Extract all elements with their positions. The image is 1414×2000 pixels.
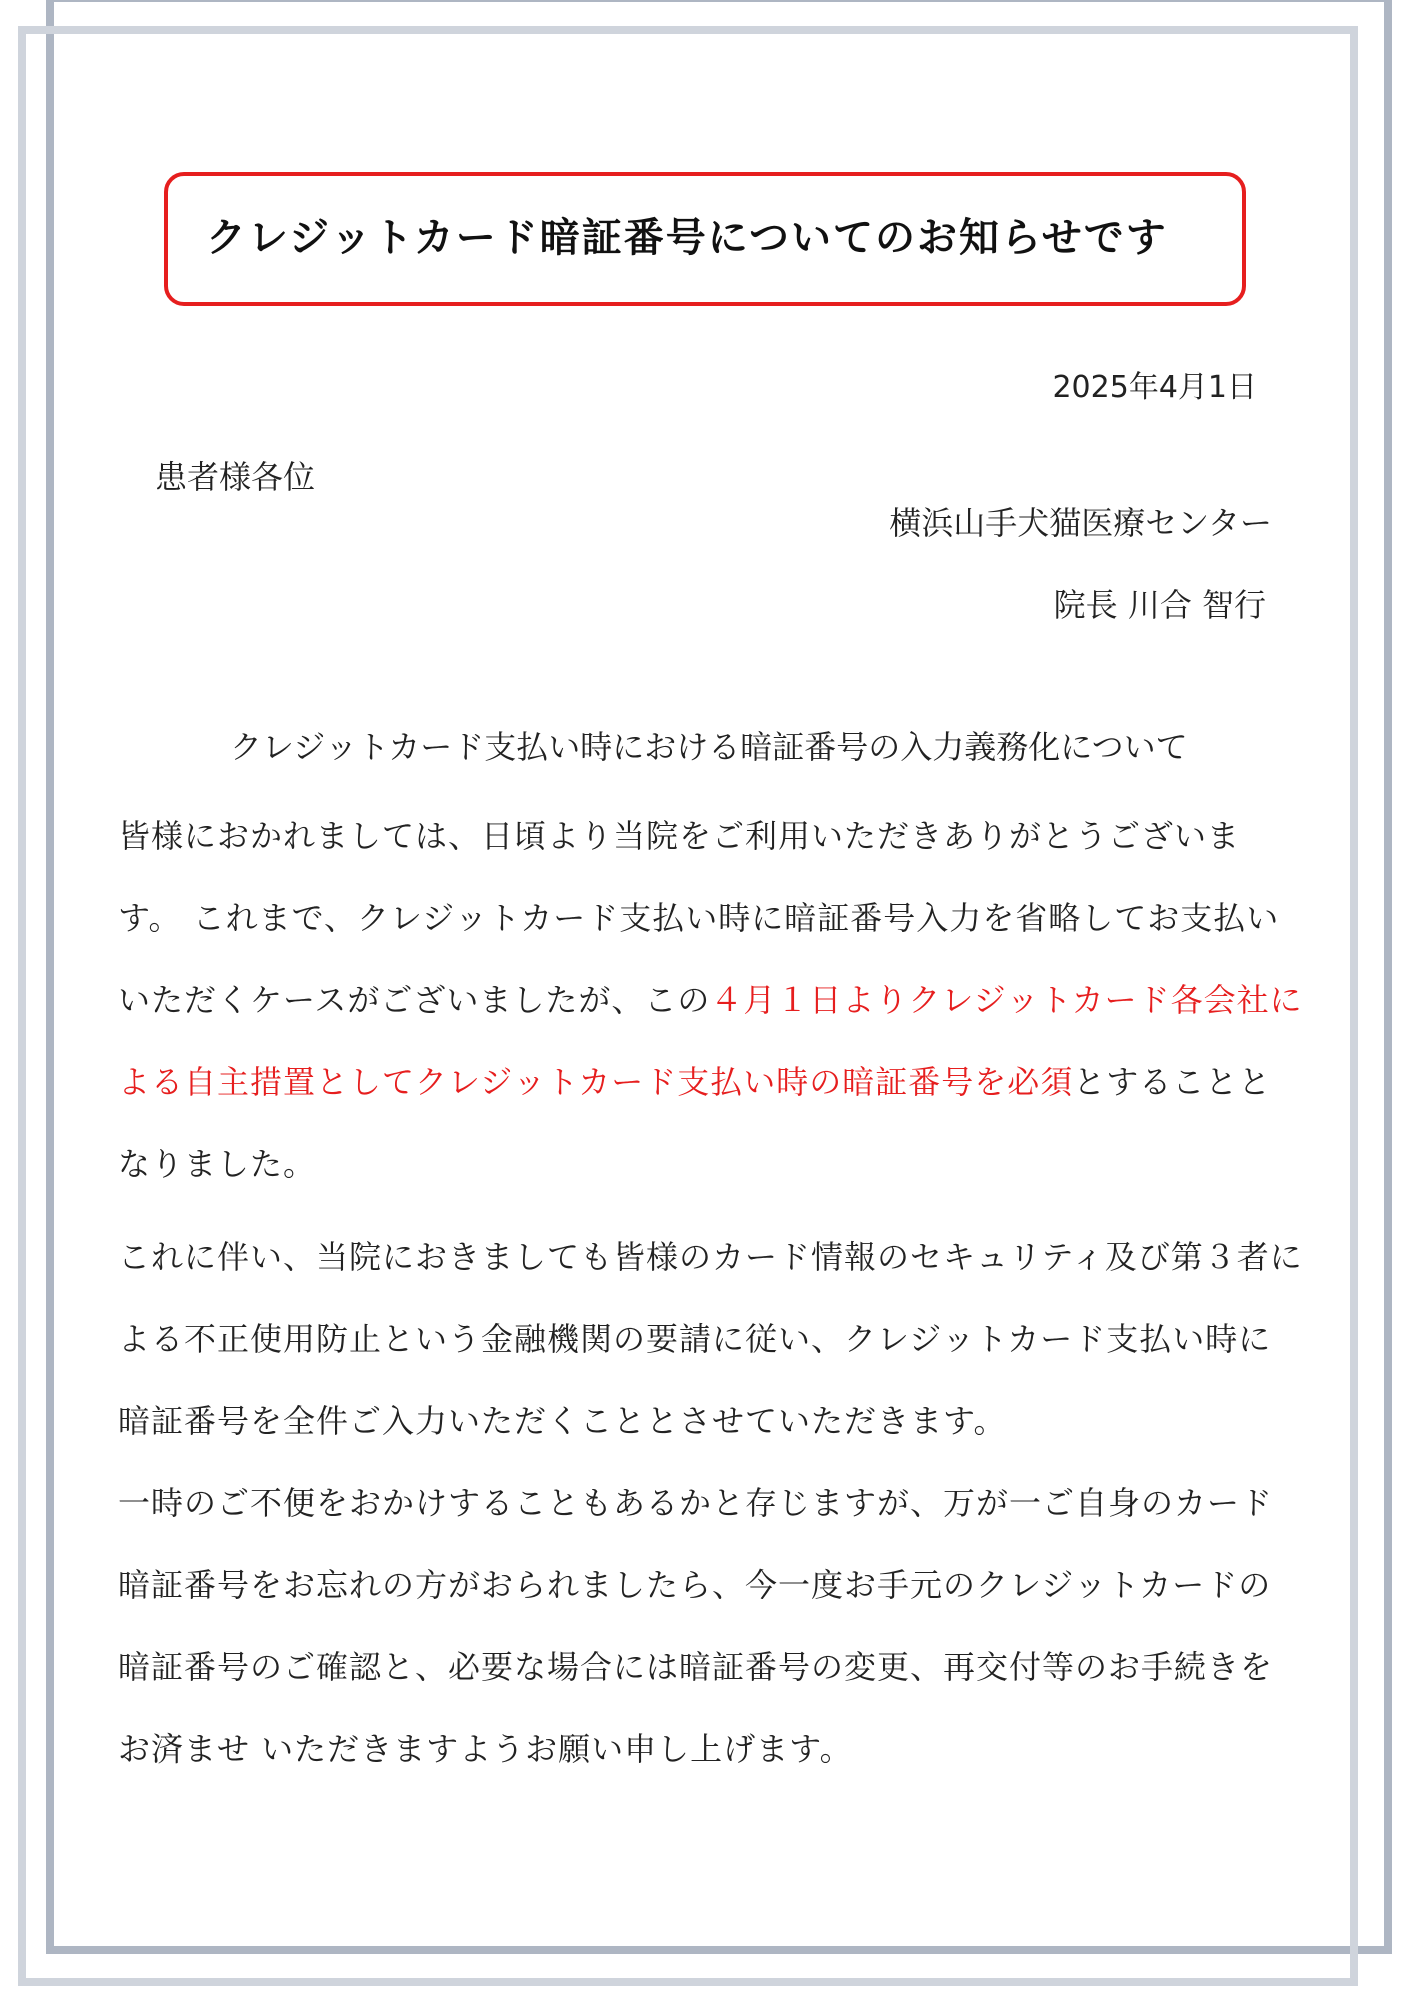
paragraph-3: 一時のご不便をおかけすることもあるかと存じますが、万が一ご自身のカード暗証番号をお忘れの方がおられましたら、今一度お手元のクレジットカードの暗証番号のご確認と、必要な場合には暗証番号の変更、再交付等のお手続きをお済ませ いただきますようお願い申し上げます。 (118, 1484, 1274, 1768)
subject-line: クレジットカード支払い時における暗証番号の入力義務化について (230, 728, 1188, 766)
sender-name: 院長 川合 智行 (1053, 586, 1266, 624)
paragraph-2: これに伴い、当院におきましても皆様のカード情報のセキュリティ及び第３者による不正使用防止という金融機関の要請に従い、クレジットカード支払い時に暗証番号を全件ご入力いただくこととさせていただきます。 (118, 1238, 1303, 1440)
paragraph-1 (118, 795, 1303, 1205)
notice-title: クレジットカード暗証番号についてのお知らせです (206, 215, 1168, 261)
title-box (164, 172, 1246, 306)
notice-date: 2025年4月1日 (1052, 370, 1257, 405)
sender-organization: 横浜山手犬猫医療センター (889, 504, 1272, 542)
paragraph-1-text-b: とすることとなりました。 (118, 1063, 1272, 1183)
paragraph-1-text-a: 皆様におかれましては、日頃より当院をご利用いただきありがとうございます。 これまで、クレジットカード支払い時に暗証番号入力を省略してお支払いいただくケースがございましたが、この (118, 817, 1280, 1019)
addressee: 患者様各位 (155, 458, 316, 496)
paragraph-1-highlight: ４月１日よりクレジットカード各会社による自主措置としてクレジットカード支払い時の暗証番号を必須 (118, 981, 1303, 1101)
